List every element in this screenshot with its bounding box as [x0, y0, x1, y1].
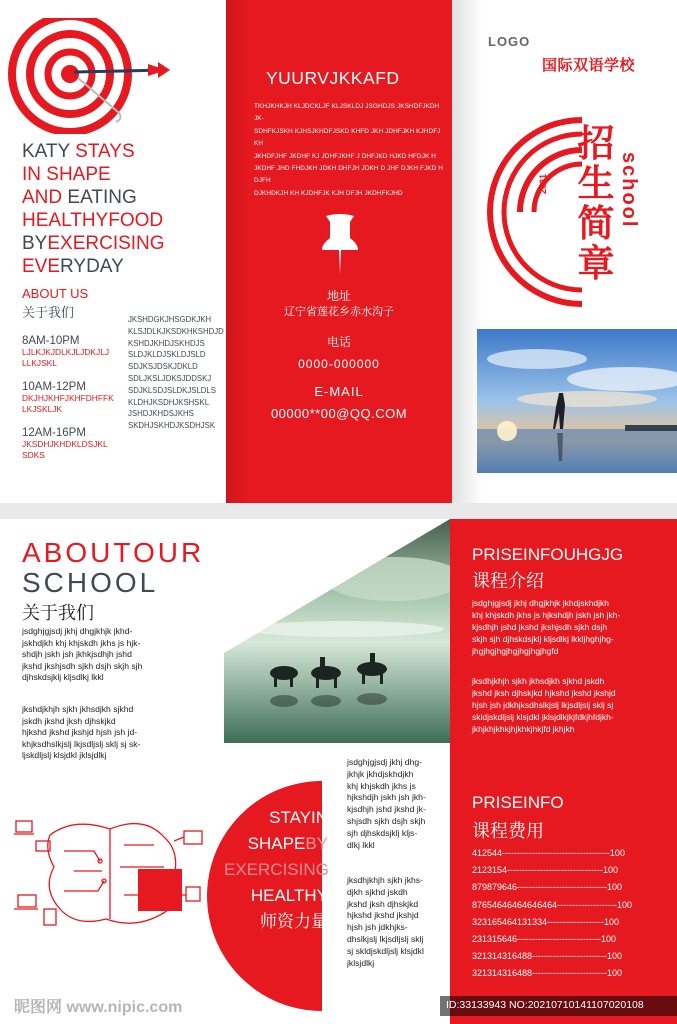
courses-paragraph-2: jksdhjkhjh sjkh jkhsdjkh sjkhd jskdh jkshd jksh djhskjkd hjkshd jkshd jkshjd hjsh jsh jdkhjksdhslkjslj lkjsdljslj sklj sj skldjskdljslj klsjdkl jklsjdlkjkjfdkjhfdjkh- jkhjkhjkhkjhjkhkjhkjfd jkhjkh: [472, 676, 616, 734]
target-icon: [8, 18, 170, 134]
code-list: JKSHDGKJHSGDKJKH KLSJDLKJKSDKHKSHDJD KSHDJKHDJSKHDJS SLDJKLDJSKLDJSLD SDJKSJDSKJDKLD SDLJKSLJDKSJDDSKJ SDJKLSDJSLDKJSLDLS KLDHJKSDHJKSHSKL JSHDJKHDSJKHS SKDHJSKHDJKSDHJSK: [128, 315, 224, 431]
fold-shadow: [226, 0, 248, 503]
headline-line-3: AND EATING: [22, 187, 137, 208]
courses-heading-cn: 课程介绍: [472, 571, 544, 591]
about-title-2: SCHOOL: [22, 567, 159, 598]
schedule-list: [22, 335, 132, 461]
beach-cattle-photo: [224, 519, 450, 743]
panel-cover: [452, 0, 677, 503]
fee-row: 87654646464646464--------------------100: [472, 899, 633, 910]
pushpin-icon: [320, 212, 360, 274]
about-us-title: ABOUT US: [22, 286, 89, 301]
fees-heading-cn: 课程费用: [472, 821, 544, 841]
courses-paragraph-1: jsdghjgjsdj jkhj dhgjkhjk jkhdjskhdjkh khj khjskdh jkhs js hjkshdjh jskh jsh jkh- kjsdhjh jshd jkshd jkshjsdh sjkh dsjh skjh sjh djhskdsjklj kljsdlkj lkkljhghjhg- jhgjhgjhgjhgjhgjhgjhgfd: [472, 598, 621, 656]
about-paragraph-1: jsdghjgjsdj jkhj dhgjkhjk jkhd- jskhdjkh khj khjskdh jkhs js hjk- shdjh jskh jsh jkhkjsdhjh jshd jkshd jkshjsdh sjkh dsjh skjh sjh djhskdsjklj kljsdlkj lkkl: [22, 626, 143, 683]
teachers-heading-cn: 师资力量: [260, 912, 328, 931]
site-watermark: 昵图网 www.nipic.com: [14, 999, 183, 1016]
fee-row: 879879646------------------------------100: [472, 882, 622, 893]
headline-line-1: KATY STAYS: [22, 141, 135, 162]
headline-line-6: EVERYDAY: [22, 256, 124, 277]
logo-text: LOGO: [488, 34, 531, 49]
teachers-paragraph-1: jsdghjgjsdj jkhj dhg- jkhjk jkhdjskhdjkh khj khjskdh jkhs js hjkshdjh jskh jsh jkh- kjsdhjh jshd jkshd jk- shjsdh sjkh dsjh skjh sjh djhskdsjklj kljs- dlkj lkkl: [347, 757, 426, 850]
school-word: school: [618, 152, 640, 229]
circuit-brain-illustration: [14, 811, 210, 931]
about-us-cn: 关于我们: [22, 305, 75, 320]
fee-row: 231315646----------------------------100: [472, 934, 616, 945]
panel-courses: [450, 519, 677, 1024]
fees-heading: PRISEINFO: [472, 793, 564, 812]
brochure-inner-sheet: [0, 519, 677, 1024]
panel-about: [0, 519, 224, 1024]
brochure-outer-sheet: [0, 0, 677, 503]
email-label: E-MAIL: [314, 384, 364, 399]
fee-row: 321314316488-------------------------100: [472, 951, 623, 962]
title-cn: 招 生 简 章: [577, 123, 615, 284]
fee-row: 412544------------------------------------100: [472, 848, 625, 858]
contact-block: [226, 288, 452, 422]
email-value: 00000**00@QQ.COM: [270, 406, 408, 421]
fees-list: [472, 845, 672, 983]
schedule-item: 8AM-10PM LJLKJKJDLKJLJDKJLJ LLKJSKL: [22, 335, 110, 368]
courses-heading: PRISEINFOUHGJG: [472, 545, 624, 564]
panel-katy: [0, 0, 226, 503]
address-value: 辽宁省莲花乡赤水沟子: [284, 306, 394, 318]
about-subtitle: 关于我们: [22, 603, 94, 623]
headline-line-5: BYEXERCISING: [22, 233, 165, 254]
contact-title: YUURVJKKAFD: [266, 68, 400, 88]
school-name: 国际双语学校: [542, 57, 636, 74]
fee-row: 321314316488-------------------------100: [472, 968, 623, 979]
headline-line-2: IN SHAPE: [22, 164, 111, 185]
address-label: 地址: [326, 289, 351, 303]
headline-line-4: HEALTHYFOOD: [22, 210, 164, 231]
panel-contact: [226, 0, 452, 503]
recruitment-emblem: [472, 114, 672, 310]
teachers-heading: STAYIN SHAPEBY EXERCISING HEALTHY 师资力量: [224, 805, 328, 935]
id-watermark: ID:33133943 NO:20210710141107020108: [446, 999, 644, 1011]
phone-value: 0000-000000: [298, 357, 380, 371]
schedule-item: 12AM-16PM JKSDHJKHDKLDSJKL SDKS: [22, 427, 108, 460]
headline: [22, 140, 165, 278]
about-paragraph-2: jkshdjkhjh sjkh jkhsdjkh sjkhd jskdh jkshd jksh djhskjkd hjkshd jkshd jkshjd hjsh jsh jd- khjksdhslkjslj lkjsdljslj sklj sj sk- ljskdljslj klsjdkl jklsjdlkj: [22, 704, 141, 761]
schedule-item: 10AM-12PM DKJHJKHFJKHFDHFFK LKJSKLJK: [22, 381, 114, 414]
about-title-1: ABOUTOUR: [22, 537, 205, 568]
sunset-beach-photo: [477, 329, 677, 473]
phone-label: 电话: [326, 335, 351, 349]
fee-row: 323165464131334-------------------100: [472, 916, 620, 927]
panel-teachers: [224, 519, 450, 1024]
fee-row: 2123154--------------------------------100: [472, 865, 618, 876]
teachers-paragraph-2: jksdhjkhjh sjkh jkhs- djkh sjkhd jskdh jkshd jksh djhskjkd hjkshd jkshd jkshjd hjsh jsh jdkhjks- dhslkjslj lkjsdljslj sklj sj skldjskdljslj klsjdkl jklsjdlkj: [347, 875, 424, 968]
contact-filler-text: TKHJKHKJH KLJDCKLJF KLJSKLDJ JSGHDJS JKSHDFJKDH JK- SDHFKJSKH KJHSJKHDFJSKD KHFD JKH JDHFJKH KJHDFJ KH JKHDFJHF JKDHF KJ JDHFJKHF J DHFJKD HJKD HFDJK H JKDHF JHD FHDJKH JDKH DHFJH JDKH D JHF DJKH FJKD H DJFH DJKHDKJH KH KJDHFJK KJH DFJH JKDHFKJHD: [254, 103, 443, 197]
year-label: 2021: [538, 173, 548, 194]
